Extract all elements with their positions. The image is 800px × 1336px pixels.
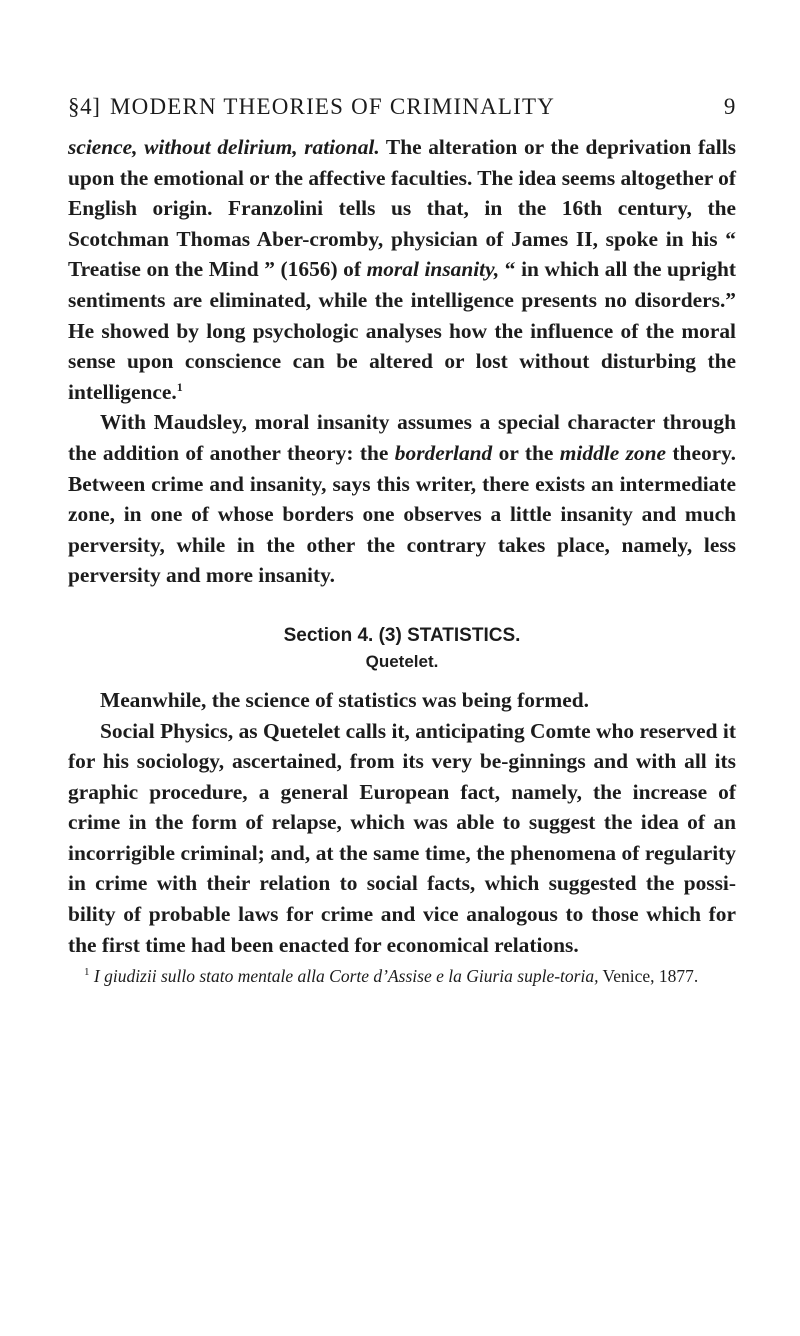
paragraph-4: Social Physics, as Quetelet calls it, anticipating Comte who reserved it for his sociology, ascertained, from its very be-ginnings and with all its graphic procedure, a general European fact, namely, the increase of crime in the form of relapse, which was able to suggest the idea of an incorrigible criminal; and, at the same time, the phenomena of regularity in crime with their relation to social facts, which suggested the possi-bility of probable laws for crime and vice analogous to those which for the first time had been enacted for economical relations. bbox=[68, 718, 736, 957]
footnote-marker: 1 bbox=[84, 966, 90, 979]
footnote-text: Venice, 1877. bbox=[598, 966, 699, 987]
paragraph-3: Meanwhile, the science of statistics was being formed. bbox=[100, 687, 589, 712]
text-run: “ in which all the upright sentiments are eliminated, while the intelligence presents no disorders.” He showed by long psychologic analyses how the influence of the moral sense upon conscience can be altered or lost without disturbing the intelligence. bbox=[68, 257, 736, 404]
italic-phrase: middle zone bbox=[559, 440, 667, 465]
page-number: 9 bbox=[723, 94, 736, 119]
text-run: or the bbox=[492, 440, 560, 465]
text-run: theory. Between crime and insanity, says this writer, there exists an intermediate zone, in one of whose borders one observes a little insanity and much perversity, while in the other the contrary takes place, namely, less perversity and more insanity. bbox=[68, 440, 736, 588]
italic-phrase: science, without delirium, rational. bbox=[68, 135, 380, 159]
section-number: §4] bbox=[68, 94, 101, 119]
paragraph-2 bbox=[68, 407, 736, 591]
footnote-reference: 1 bbox=[176, 379, 183, 394]
italic-phrase: borderland bbox=[394, 440, 493, 465]
text-run: With Maudsley, moral insanity assumes a special character through the addition of another theory: the bbox=[68, 410, 736, 465]
section-heading: Section 4. (3) STATISTICS. bbox=[283, 624, 521, 646]
text-run: The alteration or the deprivation falls upon the emotional or the affective faculties. The idea seems altogether of English origin. Franzolini tells us that, in the 16th century, the Scotchman Thomas Aber-cromby, physician of James II, spoke in his “ Treatise on the Mind ” (1656) of bbox=[68, 135, 736, 282]
footnote-title: I giudizii sullo stato mentale alla Corte d’Assise e la Giuria suple-toria, bbox=[93, 966, 599, 987]
paragraph-1 bbox=[68, 132, 736, 407]
section-subheading: Quetelet. bbox=[365, 651, 439, 671]
footnote bbox=[68, 964, 736, 988]
italic-phrase: moral insanity, bbox=[366, 257, 500, 282]
book-page bbox=[68, 94, 736, 1006]
main-text bbox=[68, 132, 736, 960]
running-head bbox=[68, 94, 736, 132]
chapter-title: MODERN THEORIES OF CRIMINALITY bbox=[110, 94, 556, 119]
